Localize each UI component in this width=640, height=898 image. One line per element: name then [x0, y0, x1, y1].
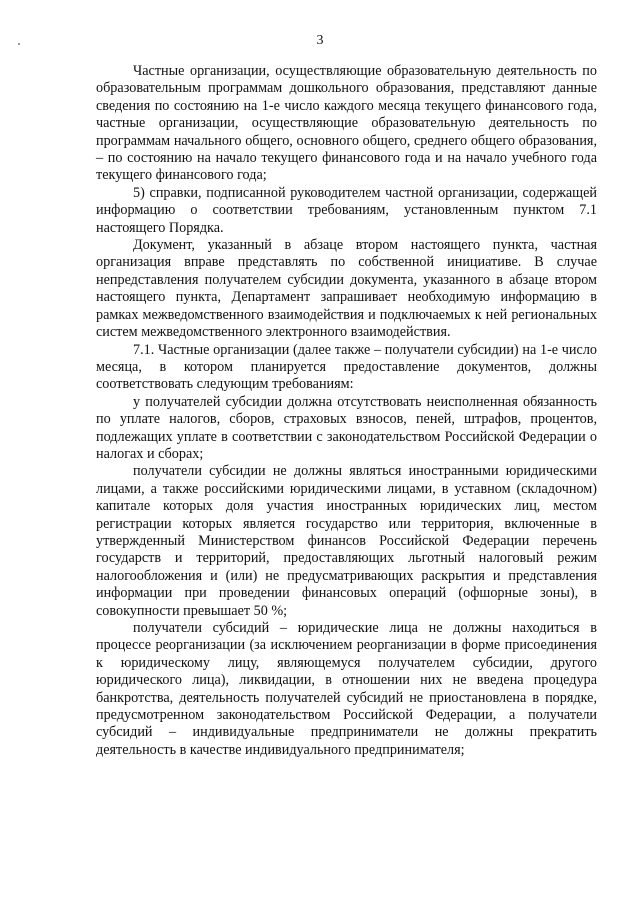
page-number: 3 — [316, 33, 324, 48]
paragraph-document-own-initiative: Документ, указанный в абзаце втором настоящего пункта, частная организация вправе представлять по собственной инициативе. В случае непредставления получателем субсидии документа, указанного в абзаце втором настоящего пункта, Департамент запрашивает необходимую информацию в рамках межведомственного взаимодействия и подключаемых к ней региональных систем межведомственного электронного взаимодействия. — [96, 237, 597, 341]
paragraph-no-reorganization: получатели субсидий – юридические лица не должны находиться в процессе реорганизации (за исключением реорганизации в форме присоединения к юридическому лицу, являющемуся получателем субсидии, другого юридического лица), ликвидации, в отношении них не введена процедура банкротства, деятельность получателей субсидий не приостановлена в порядке, предусмотренном законодательством Российской Федерации, а получатели субсидий – индивидуальные предприниматели не должны прекратить деятельность в качестве индивидуального предпринимателя; — [96, 620, 597, 758]
paragraph-item-5-certificate: 5) справки, подписанной руководителем частной организации, содержащей информацию о соответствии требованиям, установленным пунктом 7.1 настоящего Порядка. — [96, 184, 597, 236]
paragraph-preschool-info-dates: Частные организации, осуществляющие образовательную деятельность по образовательным программам дошкольного образования, представляют данные сведения по состоянию на 1-е число каждого месяца текущего финансового года, частные организации, осуществляющие образовательную деятельность по программам начального общего, основного общего, среднего общего образования, – по состоянию на начало текущего финансового года и на начало учебного года текущего финансового года; — [96, 63, 597, 184]
paragraph-no-foreign-entities: получатели субсидии не должны являться иностранными юридическими лицами, а также российскими юридическими лицами, в уставном (складочном) капитале которых доля участия иностранных юридических лиц, местом регистрации которых является государство или территория, включенные в утвержденный Министерством финансов Российской Федерации перечень государств и территорий, предоставляющих льготный налоговый режим налогообложения и (или) не предусматривающих раскрытия и представления информации при проведении финансовых операций (офшорные зоны), в совокупности превышает 50 %; — [96, 463, 597, 619]
document-body — [96, 63, 597, 759]
paragraph-7-1-requirements: 7.1. Частные организации (далее также – получатели субсидии) на 1-е число месяца, в котором планируется предоставление документов, должны соответствовать следующим требованиям: — [96, 341, 597, 393]
paragraph-no-tax-debt: у получателей субсидии должна отсутствовать неисполненная обязанность по уплате налогов, сборов, страховых взносов, пеней, штрафов, процентов, подлежащих уплате в соответствии с законодательством Российской Федерации о налогах и сборах; — [96, 393, 597, 462]
